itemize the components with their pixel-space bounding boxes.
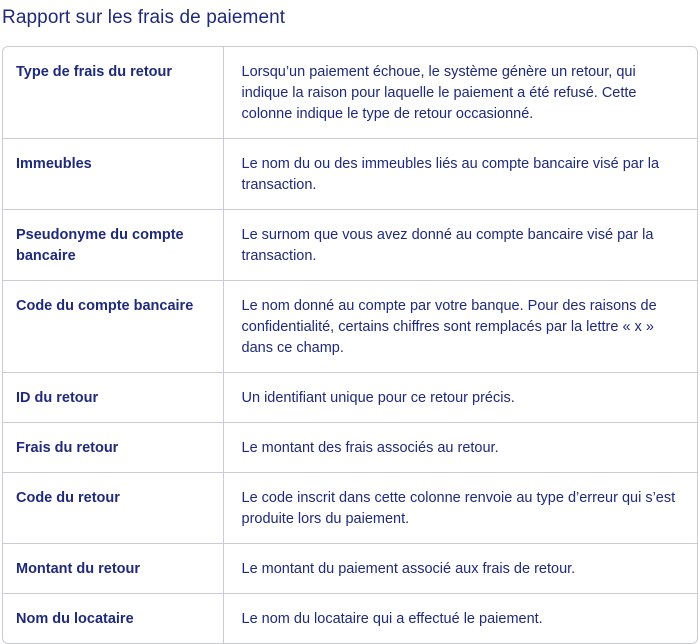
- row-description: Un identifiant unique pour ce retour précis.: [223, 373, 697, 423]
- table-row: [3, 594, 697, 644]
- table-row: [3, 47, 697, 139]
- row-description: Le nom donné au compte par votre banque. Pour des raisons de confidentialité, certains chiffres sont remplacés par la lettre « x » dans ce champ.: [223, 281, 697, 373]
- table-row: [3, 139, 697, 210]
- row-term: Pseudonyme du compte bancaire: [3, 210, 223, 281]
- row-term: Nom du locataire: [3, 594, 223, 644]
- row-description: Le nom du ou des immeubles liés au compte bancaire visé par la transaction.: [223, 139, 697, 210]
- row-term: Code du retour: [3, 473, 223, 544]
- row-description: Le code inscrit dans cette colonne renvoie au type d’erreur qui s’est produite lors du paiement.: [223, 473, 697, 544]
- row-description: Le montant du paiement associé aux frais de retour.: [223, 544, 697, 594]
- row-description: Le montant des frais associés au retour.: [223, 423, 697, 473]
- table-row: [3, 373, 697, 423]
- row-term: ID du retour: [3, 373, 223, 423]
- row-term: Type de frais du retour: [3, 47, 223, 139]
- row-description: Lorsqu’un paiement échoue, le système génère un retour, qui indique la raison pour laquelle le paiement a été refusé. Cette colonne indique le type de retour occasionné.: [223, 47, 697, 139]
- table-row: [3, 210, 697, 281]
- page-title: Rapport sur les frais de paiement: [2, 7, 286, 28]
- table-row: [3, 281, 697, 373]
- table-row: [3, 473, 697, 544]
- row-term: Frais du retour: [3, 423, 223, 473]
- row-description: Le nom du locataire qui a effectué le paiement.: [241, 611, 543, 627]
- fees-table: [2, 46, 698, 644]
- row-description: Le surnom que vous avez donné au compte bancaire visé par la transaction.: [223, 210, 697, 281]
- table-row: [3, 423, 697, 473]
- row-term: Montant du retour: [3, 544, 223, 594]
- table-row: [3, 544, 697, 594]
- row-term: Code du compte bancaire: [3, 281, 223, 373]
- row-term: Immeubles: [3, 139, 223, 210]
